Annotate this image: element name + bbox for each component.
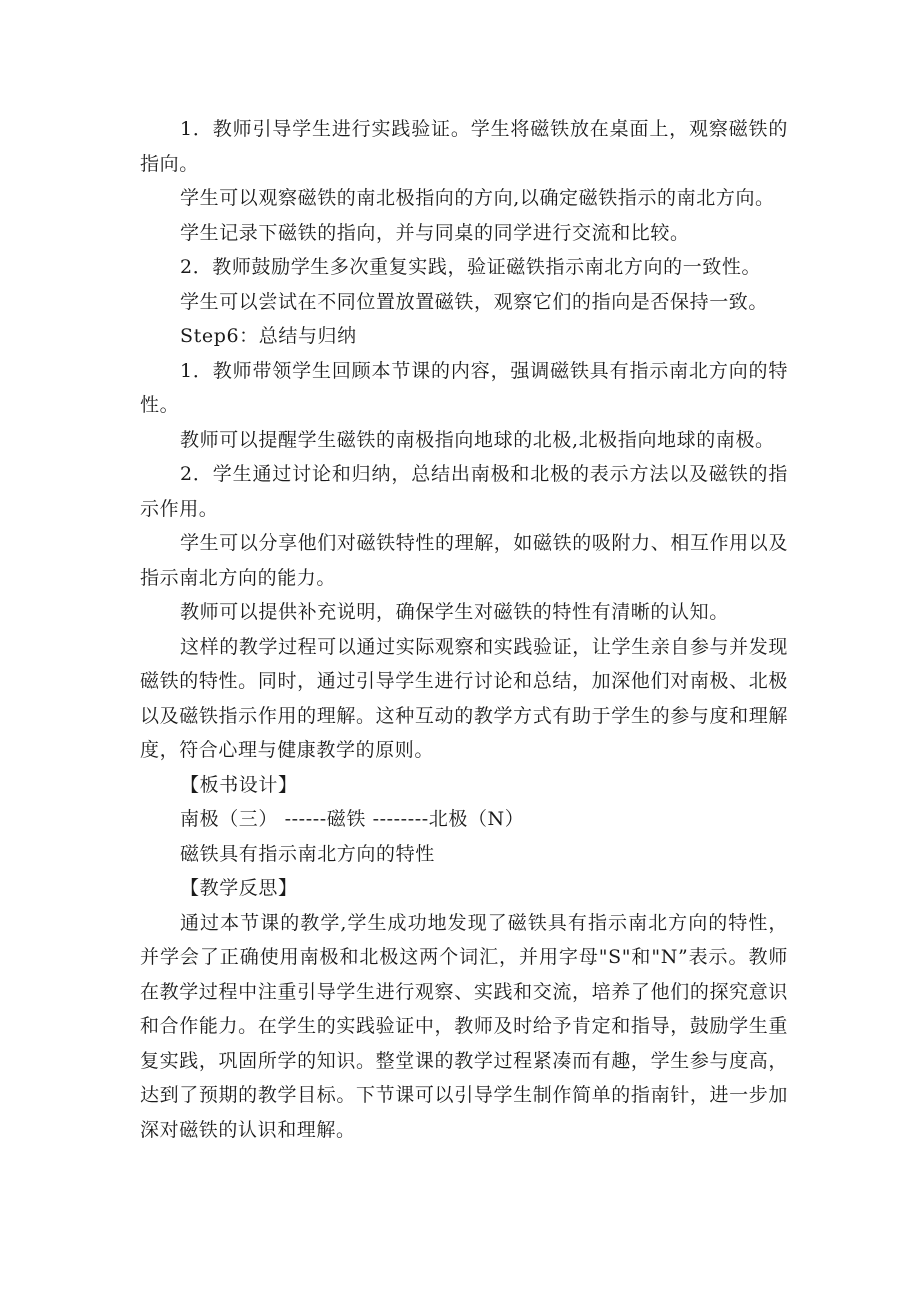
paragraph-repeat-practice: 2．教师鼓励学生多次重复实践，验证磁铁指示南北方向的一致性。 [180,256,762,278]
paragraph-share-understanding: 学生可以分享他们对磁铁特性的理解，如磁铁的吸附力、相互作用以及指示南北方向的能力。 [140,532,788,589]
board-design-line-property: 磁铁具有指示南北方向的特性 [180,842,435,865]
board-design-line-poles: 南极（三） ------磁铁 --------北极（N） [180,808,525,830]
paragraph-record-direction: 学生记录下磁铁的指向，并与同桌的同学进行交流和比较。 [180,221,690,244]
paragraph-different-positions: 学生可以尝试在不同位置放置磁铁，观察它们的指向是否保持一致。 [180,290,769,313]
document-body [140,112,788,1147]
section-heading-step6: Step6：总结与归纳 [180,325,357,347]
paragraph-supplement: 教师可以提供补充说明，确保学生对磁铁的特性有清晰的认知。 [180,601,729,623]
paragraph-review-lesson: 1．教师带领学生回顾本节课的内容，强调磁铁具有指示南北方向的特性。 [140,359,788,416]
section-heading-reflection: 【教学反思】 [180,877,298,899]
paragraph-remind-poles: 教师可以提醒学生磁铁的南极指向地球的北极,北极指向地球的南极。 [180,428,775,451]
paragraph-process-summary: 这样的教学过程可以通过实际观察和实践验证，让学生亲自参与并发现磁铁的特性。同时，通过引导学生进行讨论和总结，加深他们对南极、北极以及磁铁指示作用的理解。这种互动的教学方式有助于学生的参与度和理解度，符合心理与健康教学的原则。 [140,635,788,761]
paragraph-reflection: 通过本节课的教学,学生成功地发现了磁铁具有指示南北方向的特性，并学会了正确使用南极和北极这两个词汇，并用字母"S"和"N”表示。教师在教学过程中注重引导学生进行观察、实践和交流，培养了他们的探究意识和合作能力。在学生的实践验证中，教师及时给予肯定和指导，鼓励学生重复实践，巩固所学的知识。整堂课的教学过程紧凑而有趣，学生参与度高，达到了预期的教学目标。下节课可以引导学生制作简单的指南针，进一步加深对磁铁的认识和理解。 [140,911,788,1141]
paragraph-discuss-summarize: 2．学生通过讨论和归纳，总结出南极和北极的表示方法以及磁铁的指示作用。 [140,463,788,520]
paragraph-observe-poles: 学生可以观察磁铁的南北极指向的方向,以确定磁铁指示的南北方向。 [180,187,775,209]
paragraph-practice-verification: 1．教师引导学生进行实践验证。学生将磁铁放在桌面上，观察磁铁的指向。 [140,118,788,175]
section-heading-board-design: 【板书设计】 [180,773,298,796]
